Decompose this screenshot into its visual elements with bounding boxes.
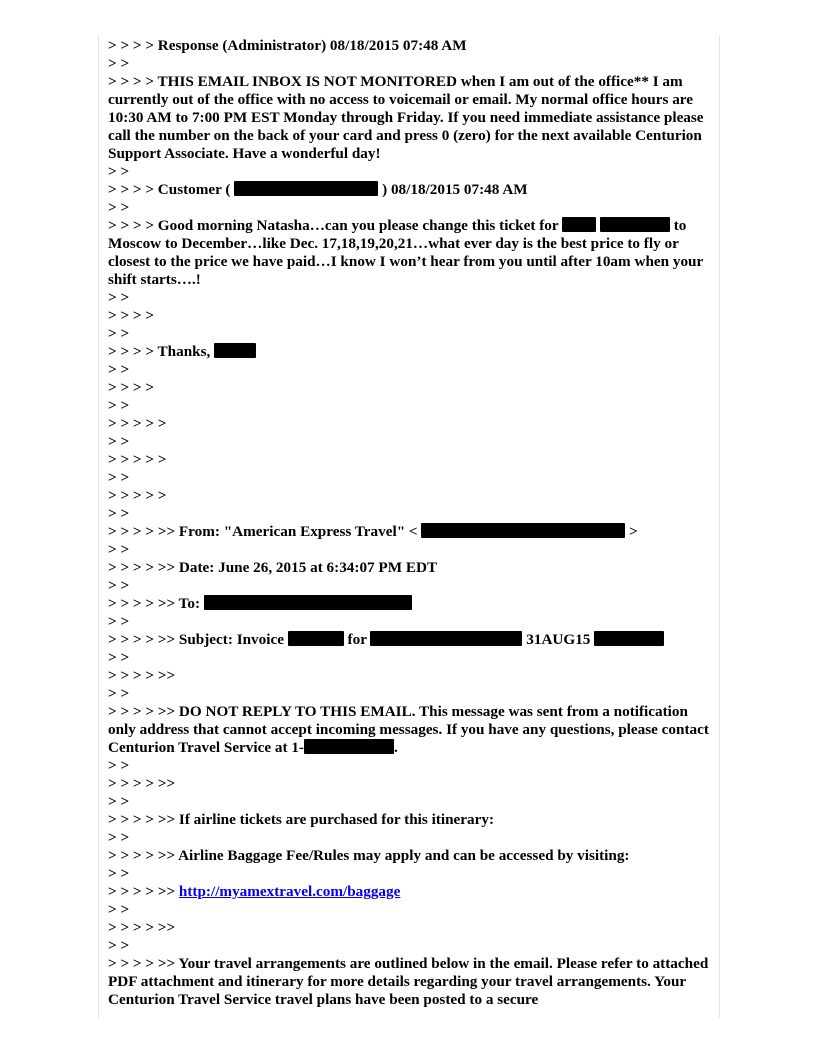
customer-header <box>108 181 716 199</box>
response-header: > > > > Response (Administrator) 08/18/2015 07:48 AM <box>108 37 467 54</box>
quote-line: > > > > <box>108 307 155 324</box>
from-line <box>108 523 716 541</box>
quote-line: > > <box>108 469 130 486</box>
quote-line: > > <box>108 793 130 810</box>
quote-line: > > <box>108 685 130 702</box>
quote-line: > > <box>108 757 130 774</box>
travel-arrangements-paragraph: > > > > >> Your travel arrangements are outlined below in the email. Please refer to attached PDF attachment and itinerary for more details regarding your travel arrangements. Your Centurion Travel Service travel plans have been posted to a secure <box>108 955 709 1008</box>
redaction-box <box>214 343 256 358</box>
to-label: > > > > >> To: <box>108 595 204 612</box>
quote-line: > > <box>108 505 130 522</box>
quote-line: > > <box>108 361 130 378</box>
thanks-line <box>108 343 716 361</box>
quote-line: > > > > >> <box>108 667 176 684</box>
quote-line: > > <box>108 55 130 72</box>
baggage-rules-line: > > > > >> Airline Baggage Fee/Rules may apply and can be accessed by visiting: <box>108 847 630 864</box>
redaction-box <box>304 739 394 754</box>
customer-header-prefix: > > > > Customer ( <box>108 181 235 198</box>
auto-reply-paragraph: > > > > THIS EMAIL INBOX IS NOT MONITORED when I am out of the office** I am currently out of the office with no access to voicemail or email. My normal office hours are 10:30 AM to 7:00 PM EST Monday through Friday. If you need immediate assistance please call the number on the back of your card and press 0 (zero) for the next available Centurion Support Associate. Have a wonderful day! <box>108 73 704 162</box>
quote-line: > > <box>108 289 130 306</box>
quote-line: > > <box>108 541 130 558</box>
quote-line: > > > > >> <box>108 919 176 936</box>
quote-line: > > > > >> <box>108 775 176 792</box>
quote-line: > > <box>108 577 130 594</box>
request-text-end: to Moscow to December…like Dec. 17,18,19,20,21…what ever day is the best price to fly or closest to the price we have paid…I know I won’t hear from you until after 10am when your shift starts….! <box>108 217 703 288</box>
quote-line: > > <box>108 397 130 414</box>
customer-header-suffix: ) 08/18/2015 07:48 AM <box>378 181 528 198</box>
do-not-reply-text: > > > > >> DO NOT REPLY TO THIS EMAIL. This message was sent from a notification only address that cannot accept incoming messages. If you have any questions, please contact Centurion Travel Service at 1- <box>108 703 709 756</box>
quote-line: > > > > > <box>108 415 167 432</box>
redaction-box <box>370 631 522 646</box>
quote-line: > > <box>108 865 130 882</box>
request-text-start: > > > > Good morning Natasha…can you please change this ticket for <box>108 217 563 234</box>
quote-line: > > <box>108 901 130 918</box>
right-margin-rule <box>719 36 720 1018</box>
subject-date: 31AUG15 <box>522 631 595 648</box>
quote-line: > > <box>108 163 130 180</box>
baggage-link[interactable]: http://myamextravel.com/baggage <box>178 883 401 900</box>
quote-line: > > <box>108 199 130 216</box>
quote-line: > > <box>108 613 130 630</box>
airline-tickets-line: > > > > >> If airline tickets are purchased for this itinerary: <box>108 811 495 828</box>
link-prefix: > > > > >> <box>108 883 179 900</box>
redaction-box <box>562 217 596 232</box>
email-body <box>108 37 716 1009</box>
quote-line: > > > > > <box>108 451 167 468</box>
quote-line: > > <box>108 433 130 450</box>
to-line <box>108 595 716 613</box>
redaction-box <box>421 523 625 538</box>
redaction-box <box>288 631 344 646</box>
from-label: > > > > >> From: "American Express Travel" < <box>108 523 422 540</box>
redaction-box <box>234 181 378 196</box>
do-not-reply-period: . <box>394 739 398 756</box>
date-line: > > > > >> Date: June 26, 2015 at 6:34:07 PM EDT <box>108 559 438 576</box>
from-suffix: > <box>625 523 638 540</box>
do-not-reply-paragraph <box>108 703 716 757</box>
subject-line <box>108 631 716 649</box>
quote-line: > > <box>108 649 130 666</box>
subject-label: > > > > >> Subject: Invoice <box>108 631 288 648</box>
quote-line: > > <box>108 829 130 846</box>
baggage-link-line <box>108 883 716 901</box>
quote-line: > > > > > <box>108 487 167 504</box>
redaction-box <box>204 595 412 610</box>
left-margin-rule <box>98 36 99 1018</box>
thanks-text: > > > > Thanks, <box>108 343 215 360</box>
quote-line: > > <box>108 325 130 342</box>
quote-line: > > > > <box>108 379 155 396</box>
customer-request-paragraph <box>108 217 716 289</box>
quote-line: > > <box>108 937 130 954</box>
redaction-box <box>600 217 670 232</box>
subject-for: for <box>343 631 371 648</box>
redaction-box <box>594 631 664 646</box>
